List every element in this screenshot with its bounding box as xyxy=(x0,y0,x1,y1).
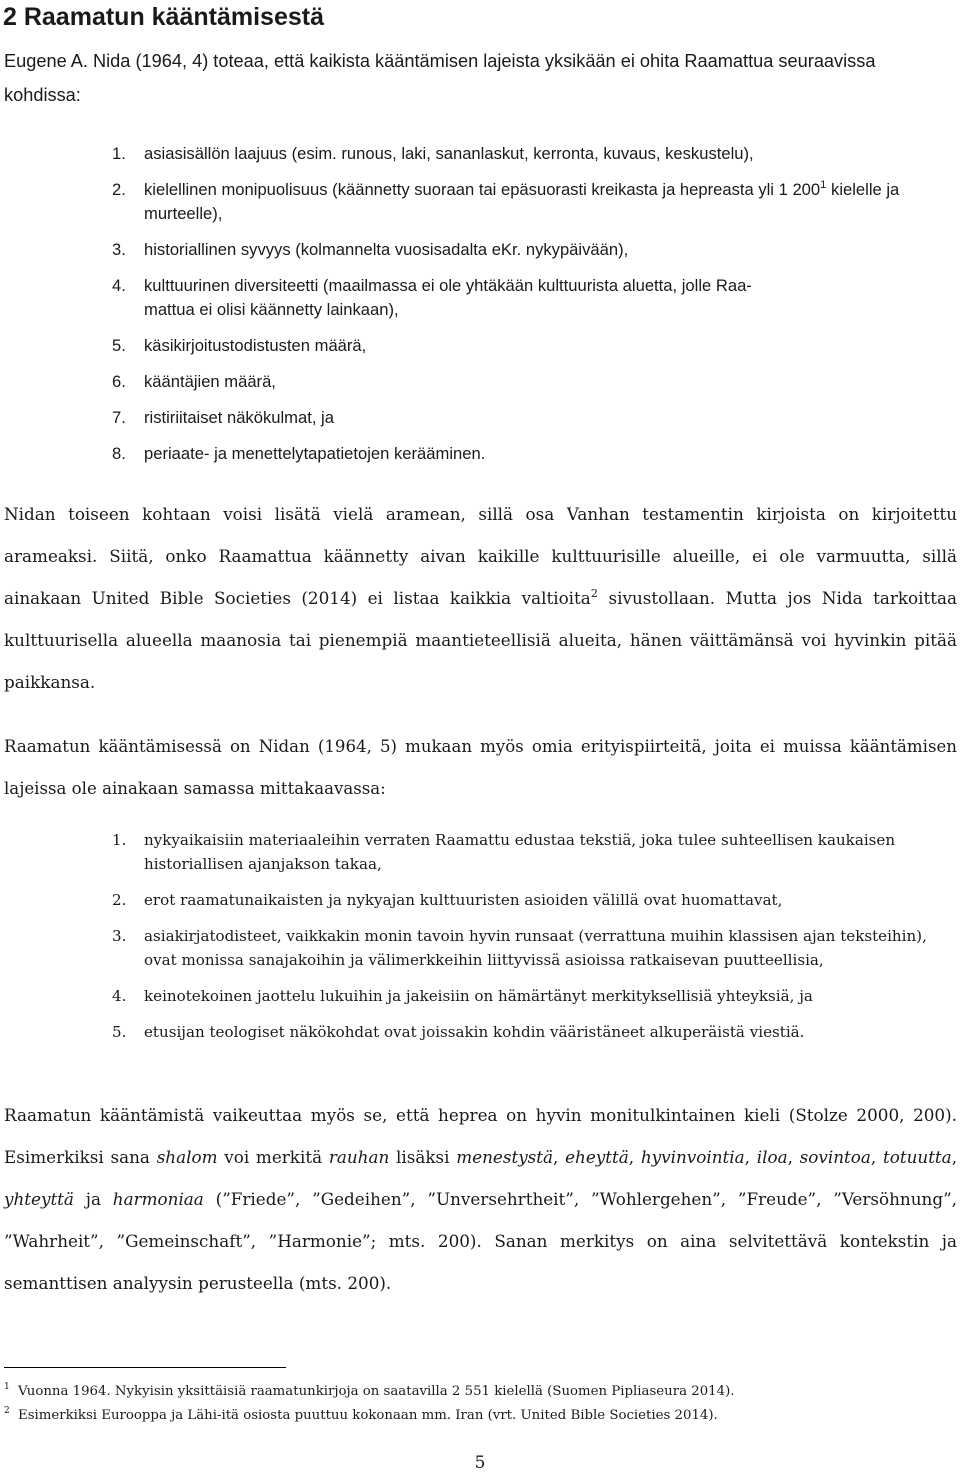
list-number: 2. xyxy=(112,180,126,199)
list-number: 1. xyxy=(112,831,127,849)
italic-term: iloa xyxy=(756,1147,788,1167)
paragraph-text: voi merkitä xyxy=(217,1147,329,1167)
list-text: käsikirjoitustodistusten määrä, xyxy=(144,336,367,355)
list-text: ristiriitaiset näkökulmat, ja xyxy=(144,408,334,427)
footnote-ref: 1 xyxy=(820,178,827,191)
list-item xyxy=(112,238,957,262)
paragraph-text: , xyxy=(628,1147,641,1167)
list-number: 4. xyxy=(112,987,127,1005)
footnote: $^1$ Vuonna 1964. Nykyisin yksittäisiä raamatunkirjoja on saatavilla 2 551 kielellä (Suomen Pipliaseura 2014). xyxy=(4,1382,735,1399)
footnotes xyxy=(4,1380,956,1428)
body-paragraph-special-features: Raamatun kääntämisessä on Nidan (1964, 5) mukaan myös omia erityispiirteitä, joita ei muissa kääntämisen lajeissa ole ainakaan samassa mittakaavassa: xyxy=(4,737,957,798)
list-item xyxy=(112,274,957,322)
list-text: historiallinen syvyys (kolmannelta vuosisadalta eKr. nykypäivään), xyxy=(144,240,629,259)
list-item xyxy=(112,442,957,466)
list-number: 3. xyxy=(112,927,127,945)
italic-term: rauhan xyxy=(328,1147,390,1167)
list-text: mattua ei olisi käännetty lainkaan), xyxy=(144,300,399,319)
list-item xyxy=(112,178,957,226)
list-item xyxy=(112,1020,957,1044)
footnote-separator xyxy=(4,1367,286,1368)
body-paragraph-aramaic xyxy=(4,493,957,703)
list-text: etusijan teologiset näkökohdat ovat joissakin kohdin vääristäneet alkuperäistä viestiä. xyxy=(144,1023,805,1041)
list-text: kääntäjien määrä, xyxy=(144,372,276,391)
translation-aspects-list xyxy=(112,142,957,478)
list-number: 4. xyxy=(112,276,126,295)
paragraph-text: , xyxy=(870,1147,883,1167)
list-item xyxy=(112,406,957,430)
page-number: 5 xyxy=(474,1453,486,1473)
list-number: 6. xyxy=(112,372,126,391)
list-number: 7. xyxy=(112,408,126,427)
paragraph-text: lisäksi xyxy=(389,1147,457,1167)
paragraph-text: sivustollaan. Mutta jos Nida tarkoittaa kulttuurisella alueella maanosia tai pienempiä maantieteellisiä alueita, hänen väittämänsä voi hyvinkin pitää paikkansa. xyxy=(4,588,958,692)
section-heading: 2 Raamatun kääntämisestä xyxy=(3,3,324,31)
list-text: asiasisällön laajuus (esim. runous, laki, sananlaskut, kerronta, kuvaus, keskustelu), xyxy=(144,144,754,163)
italic-term: menestystä xyxy=(456,1147,554,1167)
list-item xyxy=(112,888,957,912)
list-text: kulttuurinen diversiteetti (maailmassa ei ole yhtäkään kulttuurista aluetta, jolle Raa- xyxy=(144,276,752,295)
list-item xyxy=(112,924,957,972)
footnote-text: Esimerkiksi Eurooppa ja Lähi-itä osiosta puuttuu kokonaan mm. Iran (vrt. United Bible Societies 2014). xyxy=(18,1408,718,1423)
italic-term: totuutta xyxy=(882,1147,952,1167)
paragraph-text: , xyxy=(787,1147,800,1167)
paragraph-text: Raamatun kääntämistä vaikeuttaa myös se, että heprea on hyvin monitulkintainen kieli (Stolze 2000, 200). Esimerkiksi sana xyxy=(4,1105,957,1167)
list-text: nykyaikaisiin materiaaleihin verraten Raamattu edustaa tekstiä, joka tulee suhteellisen kaukaisen historiallisen ajanjakson takaa, xyxy=(144,831,896,873)
paragraph-text: , xyxy=(951,1147,958,1167)
footnote-ref: 2 xyxy=(590,585,599,600)
list-number: 5. xyxy=(112,1023,127,1041)
footnote: $^2$ Esimerkiksi Eurooppa ja Lähi-itä osiosta puuttuu kokonaan mm. Iran (vrt. United Bible Societies 2014). xyxy=(4,1406,718,1423)
list-text: kielellinen monipuolisuus (käännetty suoraan tai epäsuorasti kreikasta ja hepreasta yli 1 200 xyxy=(144,180,821,199)
body-paragraph-hebrew xyxy=(4,1094,957,1304)
italic-term: harmoniaa xyxy=(112,1189,204,1209)
special-features-list xyxy=(112,828,957,1056)
footnote-text: Vuonna 1964. Nykyisin yksittäisiä raamatunkirjoja on saatavilla 2 551 kielellä (Suomen Pipliaseura 2014). xyxy=(18,1384,735,1399)
italic-term: sovintoa xyxy=(799,1147,871,1167)
list-number: 1. xyxy=(112,144,126,163)
italic-term: yhteyttä xyxy=(4,1189,74,1209)
list-item xyxy=(112,142,957,166)
italic-term: shalom xyxy=(156,1147,218,1167)
list-text: erot raamatunaikaisten ja nykyajan kulttuuristen asioiden välillä ovat huomattavat, xyxy=(144,891,783,909)
paragraph-text: , xyxy=(744,1147,757,1167)
paragraph-text: ja xyxy=(73,1189,113,1209)
list-number: 5. xyxy=(112,336,126,355)
list-item xyxy=(112,334,957,358)
italic-term: eheyttä xyxy=(565,1147,629,1167)
list-text: keinotekoinen jaottelu lukuihin ja jakeisiin on hämärtänyt merkityksellisiä yhteyksiä, ja xyxy=(144,987,813,1005)
list-number: 2. xyxy=(112,891,127,909)
list-item xyxy=(112,370,957,394)
list-number: 3. xyxy=(112,240,126,259)
list-text: asiakirjatodisteet, vaikkakin monin tavoin hyvin runsaat (verrattuna muihin klassisen ajan teksteihin), ovat monissa sanajakoihin ja välimerkkeihin liittyvissä asioissa ratkaisevan puutteellisia, xyxy=(144,927,927,969)
list-number: 8. xyxy=(112,444,126,463)
paragraph-text: (”Friede”, ”Gedeihen”, ”Unversehrtheit”, ”Wohlergehen”, ”Freude”, ”Versöhnung”, ”Wahrheit”, ”Gemeinschaft”, ”Harmonie”; mts. 200). Sanan merkitys on aina selvitettävä kontekstin ja semanttisen analyysin perusteella (mts. 200). xyxy=(4,1189,957,1293)
list-text: periaate- ja menettelytapatietojen kerääminen. xyxy=(144,444,486,463)
paragraph-text: , xyxy=(553,1147,566,1167)
italic-term: hyvinvointia xyxy=(640,1147,745,1167)
intro-paragraph: Eugene A. Nida (1964, 4) toteaa, että kaikista kääntämisen lajeista yksikään ei ohita Raamattua seuraavissa kohdissa: xyxy=(4,51,876,105)
list-text: kielelle ja murteelle), xyxy=(144,180,900,223)
paragraph-text: Nidan toiseen kohtaan voisi lisätä vielä aramean, sillä osa Vanhan testamentin kirjoista on kirjoitettu arameaksi. Siitä, onko Raamattua käännetty aivan kaikille kulttuurisille alueille, ei ole varmuutta, sillä ainakaan United Bible Societies (2014) ei listaa kaikkia valtioita xyxy=(4,504,957,608)
list-item xyxy=(112,828,957,876)
list-item xyxy=(112,984,957,1008)
